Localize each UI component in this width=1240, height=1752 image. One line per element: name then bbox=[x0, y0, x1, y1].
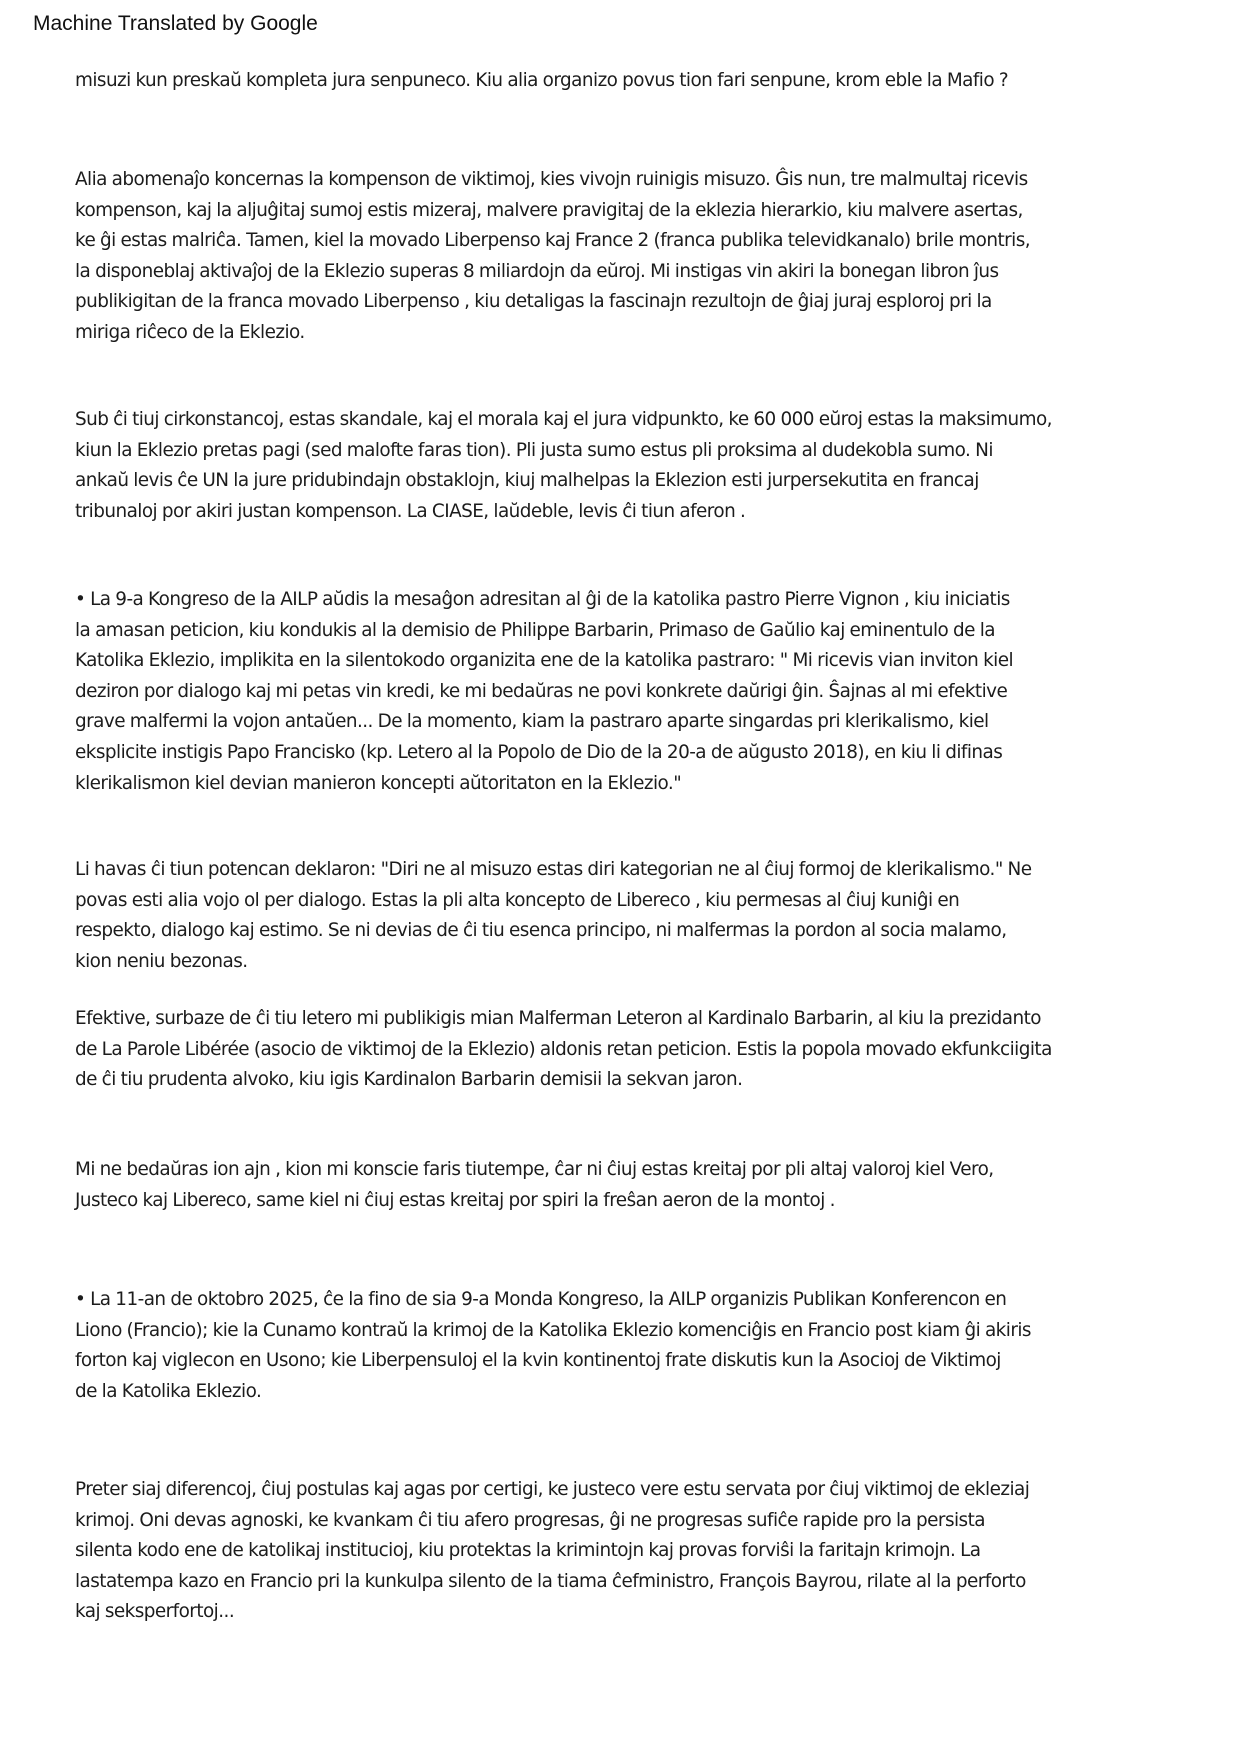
paragraph-open-letter bbox=[75, 1004, 1195, 1096]
paragraph-congress-message bbox=[75, 585, 1195, 799]
machine-translation-header: Machine Translated by Google bbox=[33, 12, 318, 35]
text-line: krimoj. Oni devas agnoski, ke kvankam ĉi tiu afero progresas, ĝi ne progresas sufiĉe rapide pro la persista bbox=[75, 1509, 985, 1531]
paragraph-public-conference bbox=[75, 1285, 1195, 1407]
text-line: ankaŭ levis ĉe UN la jure pridubindajn obstaklojn, kiuj malhelpas la Eklezion esti jurpersekutita en francaj bbox=[75, 470, 979, 492]
text-line: kion neniu bezonas. bbox=[75, 950, 248, 972]
text-line: Sub ĉi tiuj cirkonstancoj, estas skandale, kaj el morala kaj el jura vidpunkto, ke 60 000 eŭroj estas la maksimumo, bbox=[75, 409, 1052, 430]
text-line: ke ĝi estas malriĉa. Tamen, kiel la movado Liberpenso kaj France 2 (franca publika televidkanalo) brile montris, bbox=[75, 230, 1031, 252]
text-line: eksplicite instigis Papo Francisko (kp. Letero al la Popolo de Dio de la 20-a de aŭgusto 2018), en kiu li difinas bbox=[75, 741, 1003, 763]
text-line: la amasan peticion, kiu kondukis al la demisio de Philippe Barbarin, Primaso de Gaŭlio kaj eminentulo de la bbox=[75, 619, 995, 641]
text-line: publikigitan de la franca movado Liberpenso , kiu detaligas la fascinajn rezultojn de ĝiaj juraj esploroj pri la bbox=[75, 291, 992, 313]
paragraph-compensation bbox=[75, 165, 1195, 349]
text-line: deziron por dialogo kaj mi petas vin kredi, ke mi bedaŭras ne povi konkrete daŭrigi ĝin. Ŝajnas al mi efektive bbox=[75, 680, 1008, 702]
paragraph-no-regrets bbox=[75, 1155, 1195, 1216]
text-line: • La 9-a Kongreso de la AILP aŭdis la mesaĝon adresitan al ĝi de la katolika pastro Pierre Vignon , kiu iniciatis bbox=[75, 589, 1010, 610]
text-line: grave malfermi la vojon antaŭen... De la momento, kiam la pastraro aparte singardas pri klerikalismo, kiel bbox=[75, 711, 989, 733]
text-line: la disponeblaj aktivaĵoj de la Eklezio superas 8 miliardojn da eŭroj. Mi instigas vin akiri la bonegan libron ĵus bbox=[75, 260, 999, 282]
text-line: de La Parole Libérée (asocio de viktimoj de la Eklezio) aldonis retan peticion. Estis la popola movado ekfunkciigita bbox=[75, 1038, 1052, 1060]
text-line: Li havas ĉi tiun potencan deklaron: "Diri ne al misuzo estas diri kategorian ne al ĉiuj formoj de klerikalismo." Ne bbox=[75, 859, 1032, 880]
text-line: lastatempa kazo en Francio pri la kunkulpa silento de la tiama ĉefministro, François Bayrou, rilate al la perforto bbox=[75, 1570, 1026, 1592]
text-line: kiun la Eklezio pretas pagi (sed malofte faras tion). Pli justa sumo estus pli proksima al dudekobla sumo. Ni bbox=[75, 439, 993, 461]
text-line: kompenson, kaj la aljuĝitaj sumoj estis mizeraj, malvere pravigitaj de la eklezia hierarkio, kiu malvere asertas, bbox=[75, 199, 1023, 221]
text-line: respekto, dialogo kaj estimo. Se ni devias de ĉi tiu esenca principo, ni malfermas la pordon al socia malamo, bbox=[75, 920, 1007, 942]
text-line: misuzi kun preskaŭ kompleta jura senpuneco. Kiu alia organizo povus tion fari senpune, krom eble la Mafio ? bbox=[75, 70, 1009, 91]
text-line: povas esti alia vojo ol per dialogo. Estas la pli alta koncepto de Libereco , kiu permesas al ĉiuj kuniĝi en bbox=[75, 889, 960, 911]
text-line: miriga riĉeco de la Eklezio. bbox=[75, 321, 305, 343]
text-line: Justeco kaj Libereco, same kiel ni ĉiuj estas kreitaj por spiri la freŝan aeron de la montoj . bbox=[75, 1189, 835, 1211]
text-line: forton kaj viglecon en Usono; kie Liberpensuloj el la kvin kontinentoj frate diskutis kun la Asocioj de Viktimoj bbox=[75, 1350, 1001, 1372]
paragraph-scandal bbox=[75, 405, 1195, 527]
text-line: silenta kodo ene de katolikaj institucioj, kiu protektas la krimintojn kaj provas forviŝi la faritajn krimojn. La bbox=[75, 1540, 981, 1562]
text-line: Preter siaj diferencoj, ĉiuj postulas kaj agas por certigi, ke justeco vere estu servata por ĉiuj viktimoj de ekleziaj bbox=[75, 1479, 1030, 1500]
text-line: Liono (Francio); kie la Cunamo kontraŭ la krimoj de la Katolika Eklezio komenciĝis en Francio post kiam ĝi akiris bbox=[75, 1319, 1031, 1341]
text-line: de ĉi tiu prudenta alvoko, kiu igis Kardinalon Barbarin demisii la sekvan jaron. bbox=[75, 1069, 743, 1091]
text-line: Mi ne bedaŭras ion ajn , kion mi konscie faris tiutempe, ĉar ni ĉiuj estas kreitaj por pli altaj valoroj kiel Vero, bbox=[75, 1159, 994, 1180]
text-line: Efektive, surbaze de ĉi tiu letero mi publikigis mian Malferman Leteron al Kardinalo Barbarin, al kiu la prezidanto bbox=[75, 1008, 1041, 1029]
text-line: Katolika Eklezio, implikita en la silentokodo organizita ene de la katolika pastraro: " Mi ricevis vian inviton kiel bbox=[75, 650, 1014, 672]
text-line: kaj seksperfortoj... bbox=[75, 1601, 235, 1623]
text-line: tribunaloj por akiri justan kompenson. La CIASE, laŭdeble, levis ĉi tiun aferon . bbox=[75, 500, 746, 522]
text-line: • La 11-an de oktobro 2025, ĉe la fino de sia 9-a Monda Kongreso, la AILP organizis Publikan Konferencon en bbox=[75, 1289, 1007, 1310]
paragraph-intro-continuation bbox=[75, 66, 1195, 97]
text-line: de la Katolika Eklezio. bbox=[75, 1380, 262, 1402]
text-line: klerikalismon kiel devian manieron koncepti aŭtoritaton en la Eklezio." bbox=[75, 772, 682, 794]
text-line: Alia abomenaĵo koncernas la kompenson de viktimoj, kies vivojn ruinigis misuzo. Ĝis nun, tre malmultaj ricevis bbox=[75, 169, 1028, 190]
paragraph-justice bbox=[75, 1475, 1195, 1628]
paragraph-declaration bbox=[75, 855, 1195, 977]
